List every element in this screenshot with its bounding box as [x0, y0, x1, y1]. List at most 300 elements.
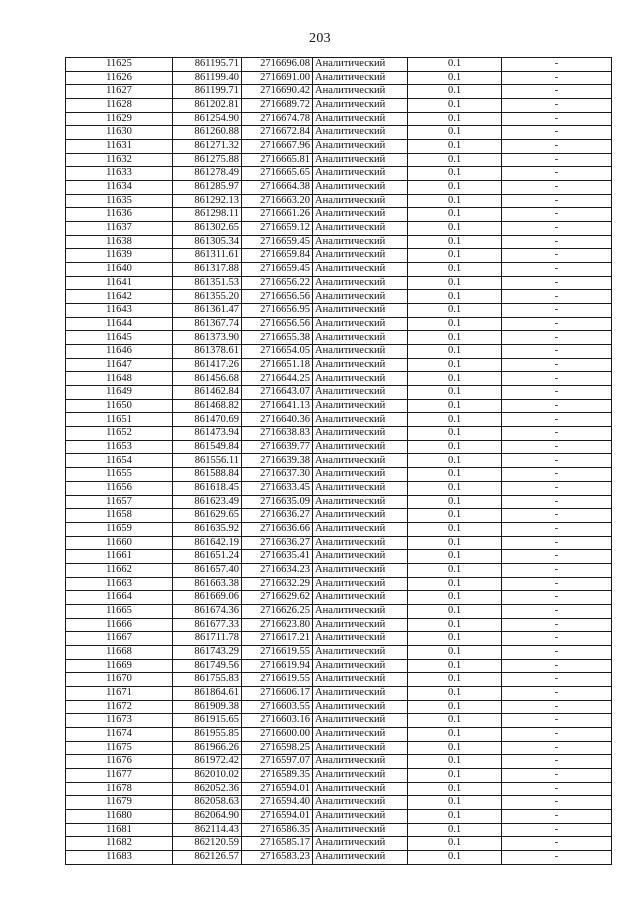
point-id-cell: 11659: [66, 522, 173, 536]
method-cell: Аналитический: [313, 222, 408, 236]
method-cell: Аналитический: [313, 386, 408, 400]
table-row: [66, 194, 612, 208]
point-id-cell: 11646: [66, 345, 173, 359]
point-id-cell: 11682: [66, 837, 173, 851]
note-cell: -: [502, 782, 612, 796]
x-coordinate-cell: 861285.97: [173, 181, 242, 195]
x-coordinate-cell: 861556.11: [173, 454, 242, 468]
y-coordinate-cell: 2716656.56: [242, 290, 313, 304]
table-row: [66, 331, 612, 345]
table-row: [66, 686, 612, 700]
y-coordinate-cell: 2716598.25: [242, 741, 313, 755]
table-row: [66, 495, 612, 509]
note-cell: -: [502, 591, 612, 605]
accuracy-cell: 0.1: [408, 317, 502, 331]
table-row: [66, 440, 612, 454]
note-cell: -: [502, 358, 612, 372]
y-coordinate-cell: 2716639.77: [242, 440, 313, 454]
y-coordinate-cell: 2716656.22: [242, 276, 313, 290]
note-cell: -: [502, 386, 612, 400]
method-cell: Аналитический: [313, 591, 408, 605]
note-cell: -: [502, 604, 612, 618]
x-coordinate-cell: 861275.88: [173, 153, 242, 167]
accuracy-cell: 0.1: [408, 809, 502, 823]
table-row: [66, 222, 612, 236]
table-row: [66, 126, 612, 140]
note-cell: -: [502, 714, 612, 728]
x-coordinate-cell: 861462.84: [173, 386, 242, 400]
note-cell: -: [502, 509, 612, 523]
point-id-cell: 11626: [66, 71, 173, 85]
note-cell: -: [502, 99, 612, 113]
x-coordinate-cell: 861302.65: [173, 222, 242, 236]
table-row: [66, 618, 612, 632]
point-id-cell: 11632: [66, 153, 173, 167]
accuracy-cell: 0.1: [408, 194, 502, 208]
point-id-cell: 11647: [66, 358, 173, 372]
point-id-cell: 11661: [66, 550, 173, 564]
point-id-cell: 11677: [66, 768, 173, 782]
y-coordinate-cell: 2716690.42: [242, 85, 313, 99]
y-coordinate-cell: 2716619.55: [242, 673, 313, 687]
accuracy-cell: 0.1: [408, 659, 502, 673]
accuracy-cell: 0.1: [408, 522, 502, 536]
table-row: [66, 823, 612, 837]
accuracy-cell: 0.1: [408, 399, 502, 413]
table-row: [66, 522, 612, 536]
method-cell: Аналитический: [313, 659, 408, 673]
method-cell: Аналитический: [313, 755, 408, 769]
table-row: [66, 632, 612, 646]
method-cell: Аналитический: [313, 577, 408, 591]
table-row: [66, 372, 612, 386]
table-row: [66, 181, 612, 195]
note-cell: -: [502, 700, 612, 714]
method-cell: Аналитический: [313, 796, 408, 810]
method-cell: Аналитический: [313, 304, 408, 318]
x-coordinate-cell: 862120.59: [173, 837, 242, 851]
y-coordinate-cell: 2716638.83: [242, 427, 313, 441]
note-cell: -: [502, 140, 612, 154]
y-coordinate-cell: 2716619.94: [242, 659, 313, 673]
point-id-cell: 11657: [66, 495, 173, 509]
x-coordinate-cell: 861351.53: [173, 276, 242, 290]
y-coordinate-cell: 2716659.12: [242, 222, 313, 236]
x-coordinate-cell: 861588.84: [173, 468, 242, 482]
y-coordinate-cell: 2716635.09: [242, 495, 313, 509]
accuracy-cell: 0.1: [408, 85, 502, 99]
point-id-cell: 11640: [66, 263, 173, 277]
note-cell: -: [502, 481, 612, 495]
method-cell: Аналитический: [313, 809, 408, 823]
point-id-cell: 11675: [66, 741, 173, 755]
note-cell: -: [502, 796, 612, 810]
x-coordinate-cell: 861271.32: [173, 140, 242, 154]
table-row: [66, 413, 612, 427]
point-id-cell: 11674: [66, 727, 173, 741]
y-coordinate-cell: 2716644.25: [242, 372, 313, 386]
point-id-cell: 11645: [66, 331, 173, 345]
method-cell: Аналитический: [313, 71, 408, 85]
method-cell: Аналитический: [313, 153, 408, 167]
accuracy-cell: 0.1: [408, 850, 502, 864]
x-coordinate-cell: 861755.83: [173, 673, 242, 687]
accuracy-cell: 0.1: [408, 235, 502, 249]
accuracy-cell: 0.1: [408, 495, 502, 509]
table-row: [66, 468, 612, 482]
x-coordinate-cell: 861202.81: [173, 99, 242, 113]
y-coordinate-cell: 2716663.20: [242, 194, 313, 208]
x-coordinate-cell: 861456.68: [173, 372, 242, 386]
method-cell: Аналитический: [313, 235, 408, 249]
note-cell: -: [502, 686, 612, 700]
x-coordinate-cell: 861642.19: [173, 536, 242, 550]
x-coordinate-cell: 861468.82: [173, 399, 242, 413]
note-cell: -: [502, 659, 612, 673]
note-cell: -: [502, 413, 612, 427]
accuracy-cell: 0.1: [408, 358, 502, 372]
accuracy-cell: 0.1: [408, 454, 502, 468]
accuracy-cell: 0.1: [408, 345, 502, 359]
point-id-cell: 11641: [66, 276, 173, 290]
table-row: [66, 290, 612, 304]
point-id-cell: 11679: [66, 796, 173, 810]
note-cell: -: [502, 194, 612, 208]
table-row: [66, 276, 612, 290]
y-coordinate-cell: 2716665.65: [242, 167, 313, 181]
accuracy-cell: 0.1: [408, 290, 502, 304]
point-id-cell: 11628: [66, 99, 173, 113]
x-coordinate-cell: 861417.26: [173, 358, 242, 372]
y-coordinate-cell: 2716617.21: [242, 632, 313, 646]
y-coordinate-cell: 2716659.84: [242, 249, 313, 263]
y-coordinate-cell: 2716583.23: [242, 850, 313, 864]
accuracy-cell: 0.1: [408, 386, 502, 400]
accuracy-cell: 0.1: [408, 796, 502, 810]
note-cell: -: [502, 235, 612, 249]
accuracy-cell: 0.1: [408, 536, 502, 550]
table-row: [66, 563, 612, 577]
table-row: [66, 304, 612, 318]
note-cell: -: [502, 208, 612, 222]
x-coordinate-cell: 861292.13: [173, 194, 242, 208]
y-coordinate-cell: 2716656.95: [242, 304, 313, 318]
table-row: [66, 386, 612, 400]
accuracy-cell: 0.1: [408, 331, 502, 345]
note-cell: -: [502, 181, 612, 195]
x-coordinate-cell: 862064.90: [173, 809, 242, 823]
point-id-cell: 11666: [66, 618, 173, 632]
method-cell: Аналитический: [313, 823, 408, 837]
method-cell: Аналитический: [313, 632, 408, 646]
y-coordinate-cell: 2716632.29: [242, 577, 313, 591]
method-cell: Аналитический: [313, 673, 408, 687]
method-cell: Аналитический: [313, 167, 408, 181]
x-coordinate-cell: 861298.11: [173, 208, 242, 222]
table-row: [66, 673, 612, 687]
method-cell: Аналитический: [313, 509, 408, 523]
point-id-cell: 11664: [66, 591, 173, 605]
x-coordinate-cell: 861373.90: [173, 331, 242, 345]
accuracy-cell: 0.1: [408, 427, 502, 441]
x-coordinate-cell: 861915.65: [173, 714, 242, 728]
x-coordinate-cell: 861743.29: [173, 645, 242, 659]
table-row: [66, 850, 612, 864]
point-id-cell: 11673: [66, 714, 173, 728]
y-coordinate-cell: 2716585.17: [242, 837, 313, 851]
accuracy-cell: 0.1: [408, 782, 502, 796]
method-cell: Аналитический: [313, 276, 408, 290]
point-id-cell: 11648: [66, 372, 173, 386]
x-coordinate-cell: 861966.26: [173, 741, 242, 755]
y-coordinate-cell: 2716667.96: [242, 140, 313, 154]
note-cell: -: [502, 850, 612, 864]
method-cell: Аналитический: [313, 358, 408, 372]
x-coordinate-cell: 861674.36: [173, 604, 242, 618]
y-coordinate-cell: 2716637.30: [242, 468, 313, 482]
point-id-cell: 11660: [66, 536, 173, 550]
accuracy-cell: 0.1: [408, 481, 502, 495]
x-coordinate-cell: 861378.61: [173, 345, 242, 359]
note-cell: -: [502, 768, 612, 782]
note-cell: -: [502, 454, 612, 468]
table-row: [66, 591, 612, 605]
note-cell: -: [502, 741, 612, 755]
x-coordinate-cell: 862058.63: [173, 796, 242, 810]
accuracy-cell: 0.1: [408, 509, 502, 523]
table-row: [66, 782, 612, 796]
x-coordinate-cell: 861473.94: [173, 427, 242, 441]
table-row: [66, 263, 612, 277]
point-id-cell: 11672: [66, 700, 173, 714]
y-coordinate-cell: 2716606.17: [242, 686, 313, 700]
note-cell: -: [502, 837, 612, 851]
y-coordinate-cell: 2716636.27: [242, 509, 313, 523]
note-cell: -: [502, 112, 612, 126]
point-id-cell: 11633: [66, 167, 173, 181]
note-cell: -: [502, 618, 612, 632]
accuracy-cell: 0.1: [408, 126, 502, 140]
note-cell: -: [502, 126, 612, 140]
note-cell: -: [502, 550, 612, 564]
method-cell: Аналитический: [313, 372, 408, 386]
method-cell: Аналитический: [313, 768, 408, 782]
x-coordinate-cell: 861367.74: [173, 317, 242, 331]
table-row: [66, 58, 612, 72]
accuracy-cell: 0.1: [408, 618, 502, 632]
note-cell: -: [502, 632, 612, 646]
method-cell: Аналитический: [313, 536, 408, 550]
note-cell: -: [502, 809, 612, 823]
accuracy-cell: 0.1: [408, 604, 502, 618]
y-coordinate-cell: 2716689.72: [242, 99, 313, 113]
method-cell: Аналитический: [313, 249, 408, 263]
point-id-cell: 11637: [66, 222, 173, 236]
method-cell: Аналитический: [313, 700, 408, 714]
x-coordinate-cell: 862114.43: [173, 823, 242, 837]
note-cell: -: [502, 249, 612, 263]
accuracy-cell: 0.1: [408, 577, 502, 591]
note-cell: -: [502, 727, 612, 741]
table-row: [66, 604, 612, 618]
note-cell: -: [502, 495, 612, 509]
accuracy-cell: 0.1: [408, 673, 502, 687]
accuracy-cell: 0.1: [408, 741, 502, 755]
table-row: [66, 167, 612, 181]
x-coordinate-cell: 861629.65: [173, 509, 242, 523]
method-cell: Аналитический: [313, 714, 408, 728]
accuracy-cell: 0.1: [408, 208, 502, 222]
point-id-cell: 11670: [66, 673, 173, 687]
y-coordinate-cell: 2716651.18: [242, 358, 313, 372]
table-row: [66, 140, 612, 154]
point-id-cell: 11662: [66, 563, 173, 577]
note-cell: -: [502, 331, 612, 345]
x-coordinate-cell: 861711.78: [173, 632, 242, 646]
method-cell: Аналитический: [313, 727, 408, 741]
table-row: [66, 577, 612, 591]
table-row: [66, 659, 612, 673]
point-id-cell: 11665: [66, 604, 173, 618]
note-cell: -: [502, 399, 612, 413]
point-id-cell: 11649: [66, 386, 173, 400]
point-id-cell: 11630: [66, 126, 173, 140]
note-cell: -: [502, 222, 612, 236]
x-coordinate-cell: 861199.71: [173, 85, 242, 99]
note-cell: -: [502, 345, 612, 359]
y-coordinate-cell: 2716633.45: [242, 481, 313, 495]
note-cell: -: [502, 304, 612, 318]
method-cell: Аналитический: [313, 604, 408, 618]
table-row: [66, 85, 612, 99]
y-coordinate-cell: 2716674.78: [242, 112, 313, 126]
method-cell: Аналитический: [313, 345, 408, 359]
table-row: [66, 112, 612, 126]
note-cell: -: [502, 536, 612, 550]
accuracy-cell: 0.1: [408, 222, 502, 236]
method-cell: Аналитический: [313, 550, 408, 564]
y-coordinate-cell: 2716623.80: [242, 618, 313, 632]
y-coordinate-cell: 2716594.01: [242, 782, 313, 796]
accuracy-cell: 0.1: [408, 304, 502, 318]
x-coordinate-cell: 861355.20: [173, 290, 242, 304]
y-coordinate-cell: 2716635.41: [242, 550, 313, 564]
method-cell: Аналитический: [313, 126, 408, 140]
point-id-cell: 11669: [66, 659, 173, 673]
y-coordinate-cell: 2716664.38: [242, 181, 313, 195]
note-cell: -: [502, 276, 612, 290]
y-coordinate-cell: 2716636.27: [242, 536, 313, 550]
note-cell: -: [502, 372, 612, 386]
x-coordinate-cell: 861623.49: [173, 495, 242, 509]
point-id-cell: 11655: [66, 468, 173, 482]
table-row: [66, 358, 612, 372]
table-row: [66, 809, 612, 823]
point-id-cell: 11629: [66, 112, 173, 126]
method-cell: Аналитический: [313, 522, 408, 536]
table-row: [66, 208, 612, 222]
x-coordinate-cell: 861199.40: [173, 71, 242, 85]
table-row: [66, 796, 612, 810]
method-cell: Аналитический: [313, 263, 408, 277]
x-coordinate-cell: 861909.38: [173, 700, 242, 714]
x-coordinate-cell: 861278.49: [173, 167, 242, 181]
note-cell: -: [502, 263, 612, 277]
point-id-cell: 11658: [66, 509, 173, 523]
y-coordinate-cell: 2716594.01: [242, 809, 313, 823]
method-cell: Аналитический: [313, 317, 408, 331]
point-id-cell: 11683: [66, 850, 173, 864]
y-coordinate-cell: 2716665.81: [242, 153, 313, 167]
method-cell: Аналитический: [313, 290, 408, 304]
point-id-cell: 11671: [66, 686, 173, 700]
note-cell: -: [502, 755, 612, 769]
note-cell: -: [502, 85, 612, 99]
accuracy-cell: 0.1: [408, 276, 502, 290]
point-id-cell: 11625: [66, 58, 173, 72]
y-coordinate-cell: 2716636.66: [242, 522, 313, 536]
note-cell: -: [502, 153, 612, 167]
table-row: [66, 399, 612, 413]
method-cell: Аналитический: [313, 99, 408, 113]
point-id-cell: 11668: [66, 645, 173, 659]
method-cell: Аналитический: [313, 194, 408, 208]
point-id-cell: 11636: [66, 208, 173, 222]
y-coordinate-cell: 2716600.00: [242, 727, 313, 741]
y-coordinate-cell: 2716640.36: [242, 413, 313, 427]
y-coordinate-cell: 2716656.56: [242, 317, 313, 331]
method-cell: Аналитический: [313, 413, 408, 427]
accuracy-cell: 0.1: [408, 167, 502, 181]
method-cell: Аналитический: [313, 208, 408, 222]
note-cell: -: [502, 317, 612, 331]
point-id-cell: 11651: [66, 413, 173, 427]
table-row: [66, 837, 612, 851]
point-id-cell: 11656: [66, 481, 173, 495]
x-coordinate-cell: 861470.69: [173, 413, 242, 427]
note-cell: -: [502, 645, 612, 659]
accuracy-cell: 0.1: [408, 755, 502, 769]
note-cell: -: [502, 577, 612, 591]
accuracy-cell: 0.1: [408, 153, 502, 167]
method-cell: Аналитический: [313, 181, 408, 195]
point-id-cell: 11643: [66, 304, 173, 318]
y-coordinate-cell: 2716586.35: [242, 823, 313, 837]
x-coordinate-cell: 862010.02: [173, 768, 242, 782]
note-cell: -: [502, 522, 612, 536]
accuracy-cell: 0.1: [408, 714, 502, 728]
method-cell: Аналитический: [313, 481, 408, 495]
point-id-cell: 11681: [66, 823, 173, 837]
y-coordinate-cell: 2716696.08: [242, 58, 313, 72]
point-id-cell: 11638: [66, 235, 173, 249]
x-coordinate-cell: 861669.06: [173, 591, 242, 605]
point-id-cell: 11644: [66, 317, 173, 331]
coordinates-table-body: [66, 58, 612, 865]
coordinates-table: [65, 57, 612, 865]
point-id-cell: 11639: [66, 249, 173, 263]
point-id-cell: 11680: [66, 809, 173, 823]
y-coordinate-cell: 2716597.07: [242, 755, 313, 769]
x-coordinate-cell: 861663.38: [173, 577, 242, 591]
note-cell: -: [502, 440, 612, 454]
method-cell: Аналитический: [313, 468, 408, 482]
note-cell: -: [502, 427, 612, 441]
note-cell: -: [502, 468, 612, 482]
accuracy-cell: 0.1: [408, 468, 502, 482]
x-coordinate-cell: 861635.92: [173, 522, 242, 536]
method-cell: Аналитический: [313, 440, 408, 454]
